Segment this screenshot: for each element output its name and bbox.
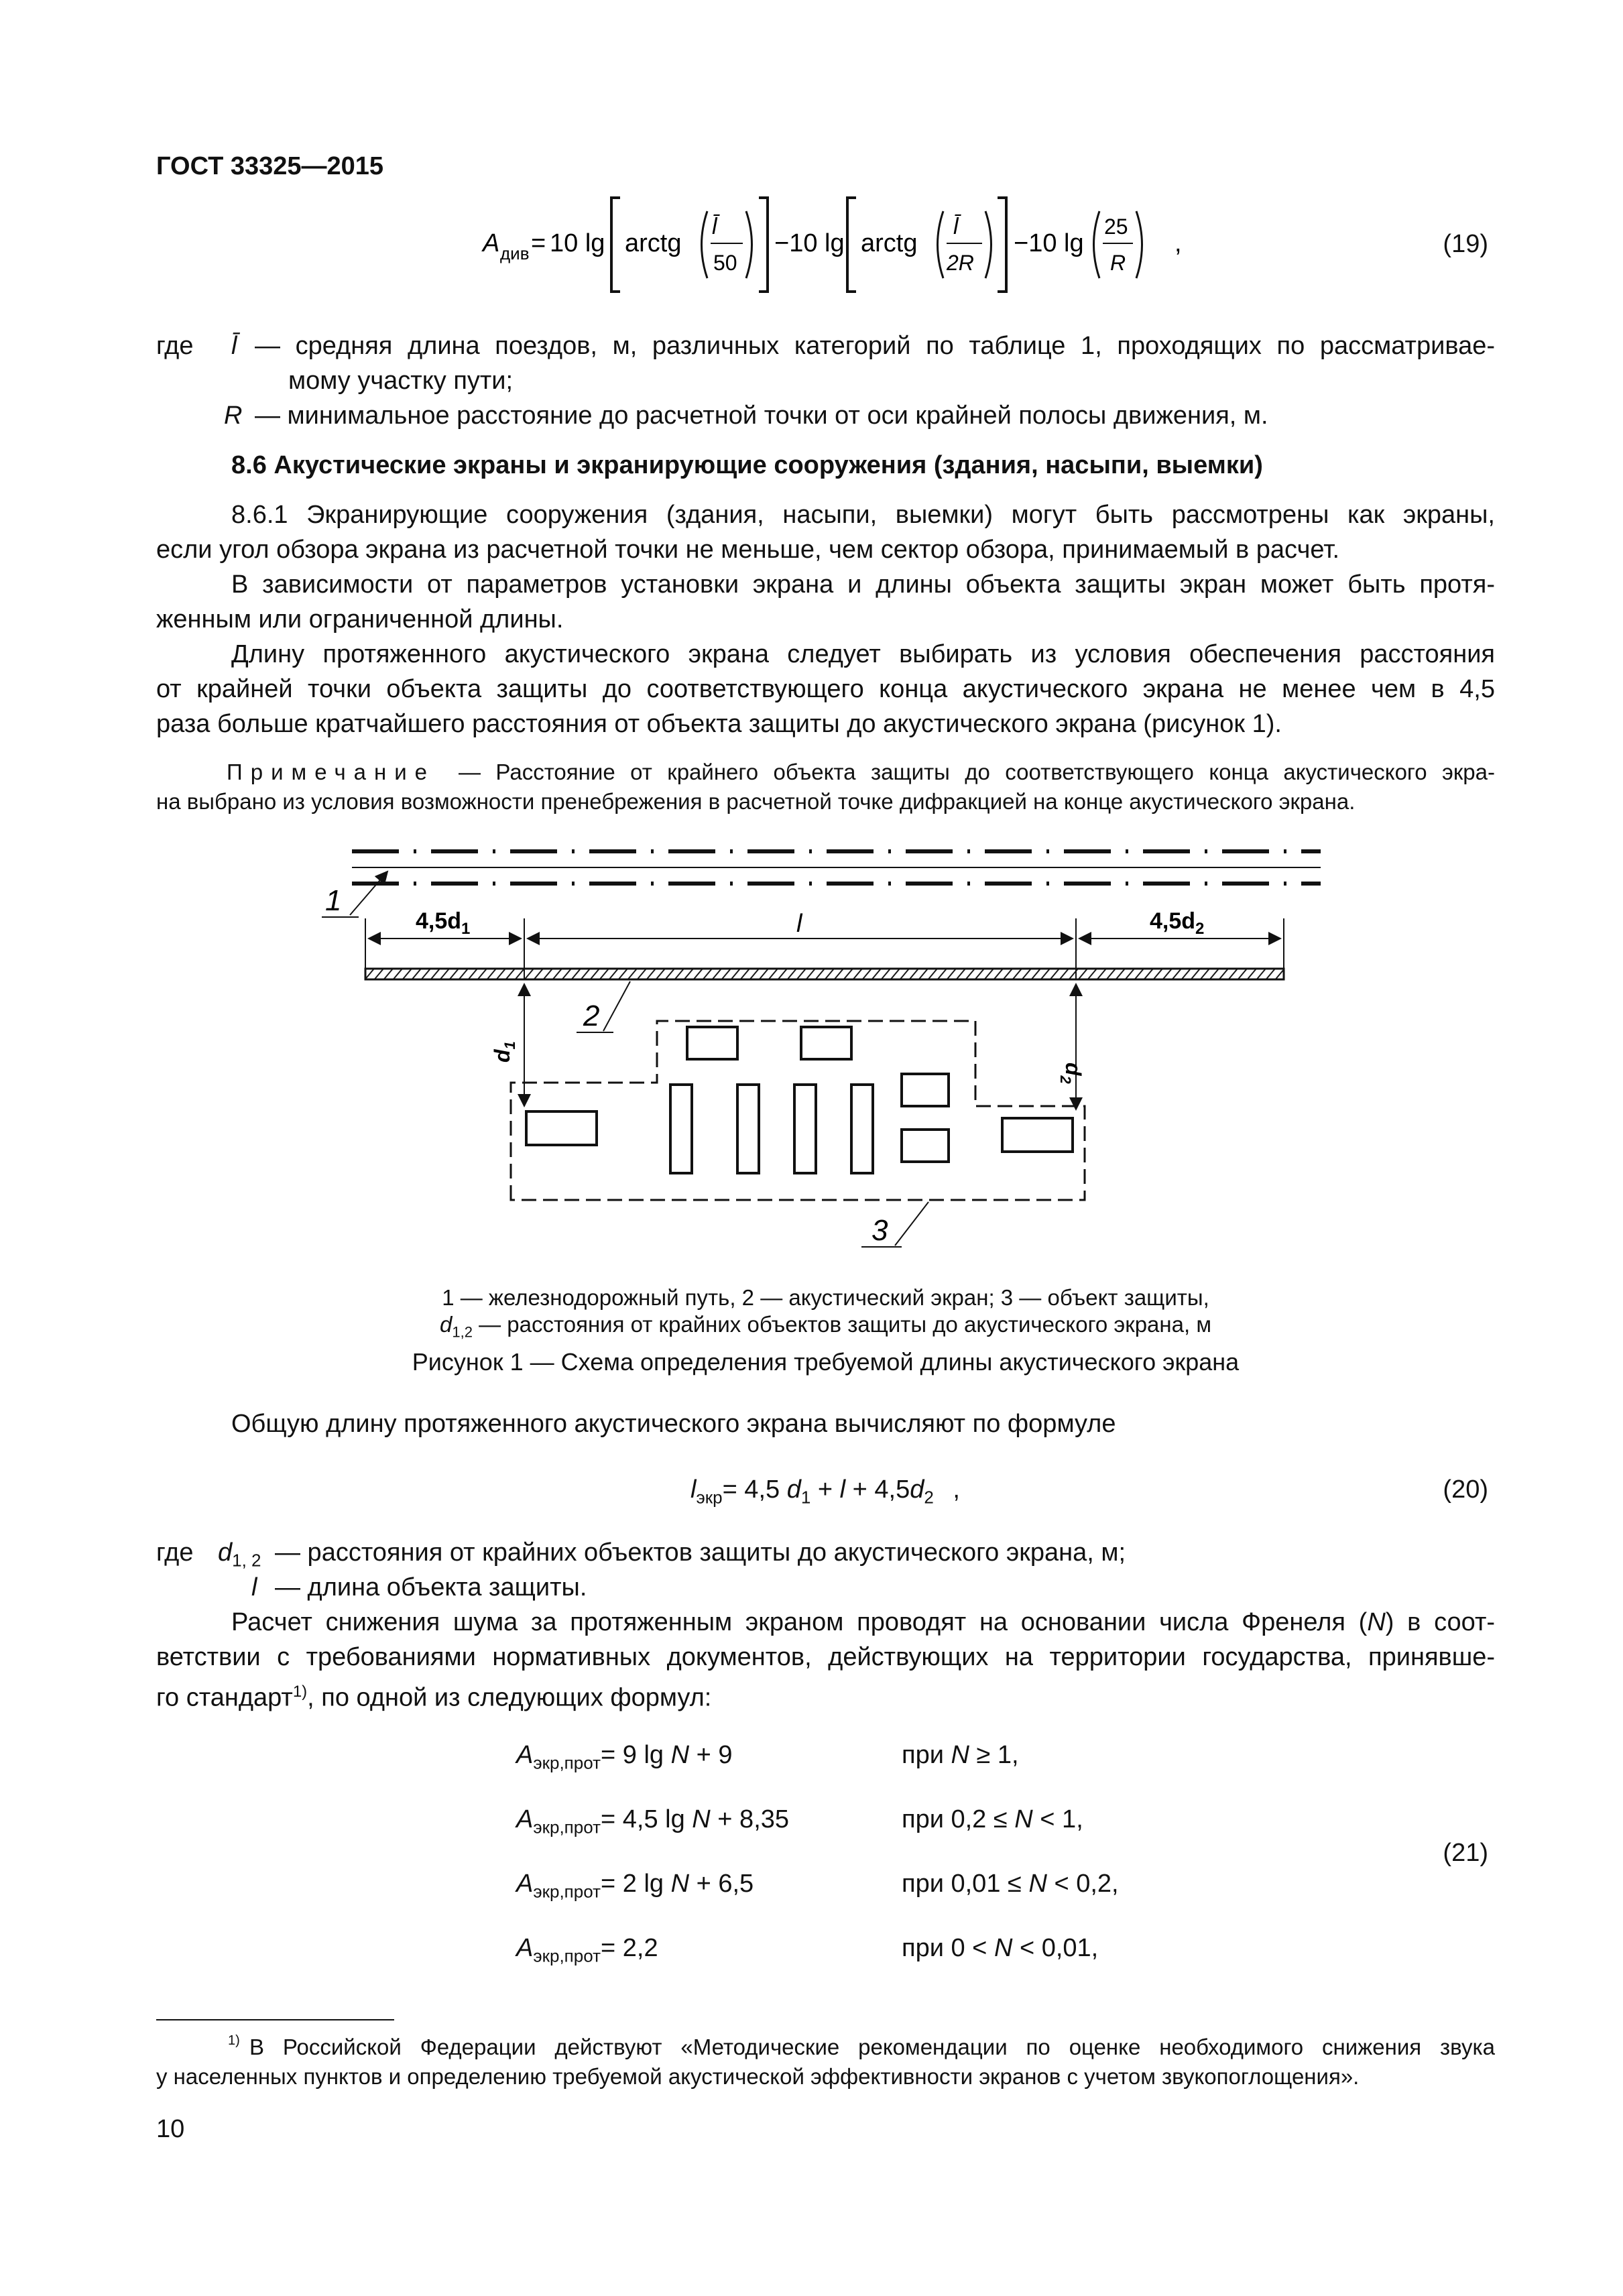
- building: [670, 1085, 692, 1173]
- eq19-paren-right-2: [985, 211, 991, 278]
- label-1-leader: [350, 871, 387, 915]
- eq20-d2-sub: 2: [924, 1487, 934, 1508]
- buildings: [526, 1027, 1073, 1173]
- building: [794, 1085, 816, 1173]
- eq20-d2: d: [910, 1475, 924, 1504]
- eq21-row-1: [516, 1738, 733, 1780]
- eq19-eq: =: [531, 229, 546, 257]
- where-label-20: где: [156, 1538, 194, 1567]
- eq19-paren-right-3: [1136, 211, 1142, 278]
- dim-d1-label: $d_1$: [490, 1041, 518, 1063]
- dim-l-label: l: [796, 910, 802, 938]
- eq19-bracket-left-1: [611, 198, 620, 292]
- document-header: ГОСТ 33325—2015: [156, 152, 384, 180]
- eq19-bracket-right-1: [759, 198, 768, 292]
- eq21-rhs-a: = 9 lg: [601, 1741, 671, 1769]
- eq21-cond-a: при: [902, 1741, 951, 1769]
- fresnel-line1: [231, 1605, 1495, 1640]
- paragraph-3-line3: раза больше кратчайшего расстояния от объекта защиты до акустического экрана (рисунок 1).: [156, 710, 1282, 738]
- eq20-comma: ,: [953, 1475, 960, 1504]
- eq19-lbar-2: l̄: [953, 214, 959, 239]
- dim-45d2-label: $4,5d_2$: [1150, 908, 1205, 938]
- building: [902, 1130, 949, 1162]
- eq19-lhs: A: [483, 229, 500, 257]
- eq19-10lg-1: 10 lg: [550, 229, 605, 257]
- fresnel-line2: ветствии с требованиями нормативных документов, действующих на территории государства, принявше-: [156, 1643, 1495, 1671]
- eq21-A: A: [516, 1805, 534, 1833]
- eq21-rhs-b: + 6,5: [689, 1870, 754, 1898]
- building: [902, 1074, 949, 1106]
- eq19-comma: ,: [1175, 229, 1182, 257]
- eq19-10lg-3: −10 lg: [1014, 229, 1084, 257]
- eq19-paren-left-1: [702, 211, 708, 278]
- eq20-lhs-sub: экр: [696, 1487, 723, 1508]
- eq21-sub: экр,прот: [533, 1752, 601, 1773]
- building: [851, 1085, 873, 1173]
- def-d-sub: 1, 2: [232, 1550, 261, 1571]
- eq20-number: (20): [1443, 1475, 1488, 1504]
- figure-legend-line2: [156, 1310, 1495, 1347]
- dim-d2-label: $d_2$: [1057, 1063, 1085, 1084]
- figure-label-2: 2: [583, 1000, 600, 1032]
- def-l-symbol: l̄: [231, 332, 237, 360]
- eq19-num-25: 25: [1104, 215, 1128, 239]
- eq21-cond-N: N: [1014, 1805, 1033, 1833]
- eq21-cond-b: < 0,2,: [1046, 1870, 1119, 1898]
- building: [801, 1027, 851, 1059]
- def-l2-text: — длина объекта защиты.: [275, 1573, 587, 1602]
- eq21-rhs-b: + 8,35: [710, 1805, 790, 1833]
- eq21-cond-b: ≥ 1,: [969, 1741, 1019, 1769]
- def-l-text: — средняя длина поездов, м, различных категорий по таблице 1, проходящих по рассматривае-: [255, 332, 1495, 360]
- figure-label-3: 3: [871, 1214, 888, 1247]
- eq21-cond-1: [902, 1738, 1019, 1772]
- eq19-10lg-2: −10 lg: [774, 229, 845, 257]
- def-d-sym: d: [218, 1538, 233, 1567]
- eq20-l: l: [839, 1475, 846, 1504]
- eq19-paren-left-3: [1094, 211, 1100, 278]
- eq21-cond-2: [902, 1802, 1083, 1837]
- note-line2: на выбрано из условия возможности пренебрежения в расчетной точке дифракцией на конце акустического экрана.: [156, 789, 1356, 814]
- eq21-cond-b: < 1,: [1032, 1805, 1083, 1833]
- dim-45d1-label: $4,5d_1$: [416, 908, 471, 938]
- page-number: 10: [156, 2115, 185, 2143]
- def-d-text: — расстояния от крайних объектов защиты до акустического экрана, м;: [275, 1538, 1126, 1567]
- paragraph-8-6-1-line1: 8.6.1 Экранирующие сооружения (здания, насыпи, выемки) могут быть рассмотрены как экраны,: [231, 501, 1495, 529]
- eq21-cond-N: N: [951, 1741, 969, 1769]
- eq20-rhs-2: +: [810, 1475, 840, 1504]
- def-R-symbol: R: [224, 402, 243, 430]
- eq21-cond-N: N: [994, 1934, 1013, 1962]
- eq19-paren-right-1: [746, 211, 752, 278]
- def-l2-symbol: l: [251, 1573, 257, 1602]
- footnote-ref: 1): [292, 1683, 308, 1701]
- label-2-leader: [603, 981, 630, 1031]
- eq21-N: N: [692, 1805, 711, 1833]
- footnote-line2: у населенных пунктов и определению требуемой акустической эффективности экранов с учетом звукопоглощения».: [156, 2064, 1360, 2089]
- eq21-cond-N: N: [1028, 1870, 1047, 1898]
- def-l-text-cont: мому участку пути;: [288, 367, 514, 395]
- eq21-N: N: [670, 1741, 690, 1769]
- eq21-cond-a: при 0,01 ≤: [902, 1870, 1029, 1898]
- building: [737, 1085, 759, 1173]
- section-heading: 8.6 Акустические экраны и экранирующие сооружения (здания, насыпи, выемки): [231, 451, 1263, 479]
- eq21-A: A: [516, 1870, 534, 1898]
- equation-20: [690, 1472, 960, 1515]
- legend-d-text: — расстояния от крайних объектов защиты до акустического экрана, м: [479, 1312, 1212, 1337]
- eq21-row-2: [516, 1802, 789, 1845]
- eq21-cond-b: < 0,01,: [1012, 1934, 1099, 1962]
- eq19-bracket-left-2: [847, 198, 856, 292]
- eq21-N: N: [670, 1870, 690, 1898]
- acoustic-screen: [365, 969, 1284, 979]
- fresnel-line1-a: Расчет снижения шума за протяженным экраном проводят на основании числа Френеля (: [231, 1608, 1368, 1636]
- eq21-rhs-a: = 2,2: [601, 1934, 658, 1962]
- eq20-rhs-3: + 4,5: [845, 1475, 910, 1504]
- paragraph-2-line1: В зависимости от параметров установки экрана и длины объекта защиты экран может быть протя-: [231, 570, 1495, 599]
- eq21-cond-3: [902, 1866, 1119, 1901]
- legend-d-sub: 1,2: [452, 1323, 473, 1341]
- eq20-d1-sub: 1: [800, 1487, 811, 1508]
- eq21-rhs-a: = 4,5 lg: [601, 1805, 693, 1833]
- eq21-number: (21): [1443, 1839, 1488, 1867]
- fresnel-line3-a: го стандарт: [156, 1683, 293, 1712]
- eq21-sub: экр,прот: [533, 1817, 601, 1837]
- eq19-bracket-right-2: [998, 198, 1006, 292]
- eq21-row-3: [516, 1866, 754, 1909]
- fresnel-line1-b: ) в соот-: [1385, 1608, 1496, 1636]
- fresnel-N: N: [1367, 1608, 1386, 1636]
- footnote-mark: 1): [228, 2033, 240, 2048]
- eq20-intro: Общую длину протяженного акустического экрана вычисляют по формуле: [231, 1410, 1116, 1438]
- def-R-text: — минимальное расстояние до расчетной точки от оси крайней полосы движения, м.: [255, 402, 1268, 430]
- figure-legend-line1: 1 — железнодорожный путь, 2 — акустический экран; 3 — объект защиты,: [442, 1285, 1209, 1310]
- eq21-rhs-a: = 2 lg: [601, 1870, 671, 1898]
- eq21-rhs-b: + 9: [689, 1741, 733, 1769]
- eq19-den-R: R: [1110, 251, 1126, 275]
- label-3-leader: [895, 1202, 928, 1246]
- eq19-paren-left-2: [938, 211, 944, 278]
- eq19-den-50: 50: [713, 251, 737, 275]
- legend-d-symbol: d: [439, 1312, 453, 1337]
- eq19-den-2R: 2R: [947, 251, 974, 275]
- eq19-arctg-2: arctg: [861, 229, 918, 257]
- eq19-arctg-1: arctg: [625, 229, 682, 257]
- building: [526, 1111, 597, 1145]
- equation-19: [469, 184, 1220, 298]
- eq21-row-4: [516, 1931, 658, 1974]
- fresnel-line3-b: , по одной из следующих формул:: [307, 1683, 712, 1712]
- paragraph-8-6-1-line2: если угол обзора экрана из расчетной точки не меньше, чем сектор обзора, принимаемый в расчет.: [156, 536, 1340, 564]
- building: [687, 1027, 737, 1059]
- note-label: Примечание: [227, 760, 436, 784]
- paragraph-3-line1: Длину протяженного акустического экрана следует выбирать из условия обеспечения расстояния: [231, 640, 1495, 668]
- figure-1-diagram: [308, 831, 1354, 1267]
- eq20-d1: d: [786, 1475, 801, 1504]
- eq19-lhs-sub: див: [500, 243, 530, 263]
- fresnel-line3: [156, 1675, 711, 1715]
- figure-caption: Рисунок 1 — Схема определения требуемой длины акустического экрана: [412, 1348, 1240, 1376]
- eq21-cond-4: [902, 1931, 1098, 1966]
- footnote-line1: В Российской Федерации действуют «Методические рекомендации по оценке необходимого снижения звука: [249, 2035, 1495, 2059]
- note-line1: — Расстояние от крайнего объекта защиты до соответствующего конца акустического экра-: [459, 760, 1495, 784]
- eq21-sub: экр,прот: [533, 1945, 601, 1966]
- eq19-number: (19): [1443, 230, 1488, 258]
- figure-label-1: 1: [325, 884, 342, 917]
- paragraph-3-line2: от крайней точки объекта защиты до соответствующего конца акустического экрана не менее чем в 4,5: [156, 675, 1495, 703]
- eq21-A: A: [516, 1741, 534, 1769]
- footnote-rule: [156, 2019, 394, 2020]
- where-label-19: где: [156, 332, 194, 360]
- eq20-rhs-1: = 4,5: [722, 1475, 787, 1504]
- eq19-lbar-1: l̄: [712, 214, 717, 239]
- eq21-cond-a: при 0,2 ≤: [902, 1805, 1015, 1833]
- building: [1002, 1118, 1073, 1152]
- eq21-cond-a: при 0 <: [902, 1934, 994, 1962]
- paragraph-2-line2: женным или ограниченной длины.: [156, 605, 564, 633]
- eq21-sub: экр,прот: [533, 1881, 601, 1902]
- eq21-A: A: [516, 1934, 534, 1962]
- eq20-lhs: l: [690, 1475, 697, 1504]
